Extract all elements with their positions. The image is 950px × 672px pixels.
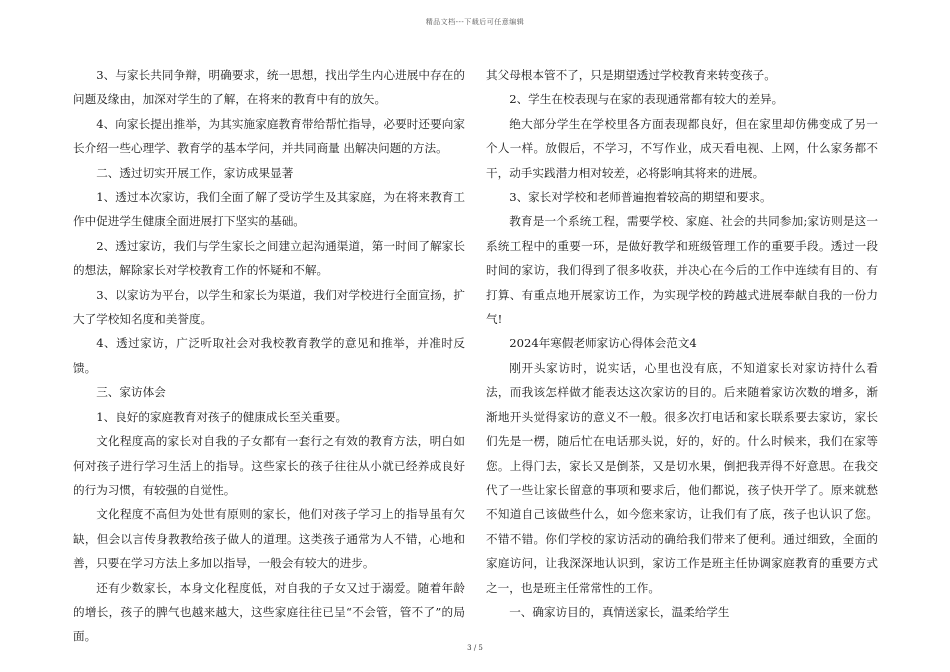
paragraph: 1、透过本次家访，我们全面了解了受访学生及其家庭，为在将来教育工作中促进学生健康全面进展打下坚实的基础。 (73, 190, 465, 229)
left-column (73, 63, 465, 649)
paragraph: 1、良好的家庭教育对孩子的健康成长至关重要。 (96, 409, 348, 424)
paragraph: 4、向家长提出推举，为其实施家庭教育带给帮忙指导，必要时还要向家长介绍一些心理学、教育学的基本学问，并共同商量 出解决问题的方法。 (73, 116, 465, 156)
section-heading: 二、透过切实开展工作，家访成果显著 (96, 165, 294, 180)
paragraph: 2、透过家访，我们与学生家长之间建立起沟通渠道，第一时间了解家长的想法，解除家长对学校教育工作的怀疑和不解。 (73, 238, 465, 278)
paragraph-continuation: 其父母根本管不了，只是期望透过学校教育来转变孩子。 (486, 68, 776, 82)
paragraph: 3、以家访为平台，以学生和家长为渠道，我们对学校进行全面宣扬，扩大了学校知名度和美誉度。 (73, 287, 465, 327)
paragraph: 4、透过家访，广泛听取社会对我校教育教学的意见和推举，并准时反馈。 (73, 336, 465, 375)
paragraph: 2、学生在校表现与在家的表现通常都有较大的差异。 (509, 92, 784, 107)
paragraph: 3、与家长共同争辩，明确要求，统一思想，找出学生内心进展中存在的问题及缘由，加深对学生的了解，在将来的教育中有的放矢。 (73, 68, 465, 107)
right-column (486, 63, 878, 624)
page-header: 精品文档---下载后可任意编辑 (425, 18, 525, 26)
paragraph: 文化程度不高但为处世有原则的家长，他们对孩子学习上的指导虽有欠缺，但会以言传身教教给孩子做人的道理。这类孩子通常为人不错，心地和善，只要在学习方法上多加以指导，一般会有较大的进步。 (73, 507, 465, 571)
paragraph: 刚开头家访时，说实话，心里也没有底，不知道家长对家访持什么看法，而我该怎样做才能表达这次家访的目的。后来随着家访次数的增多，渐渐地开头觉得家访的意义不一般。很多次打电话和家长联系要去家访，家长们先是一楞，随后忙在电话那头说，好的，好的。什么时候来，我们在家等您。上得门去，家长又是倒茶，又是切水果，倒把我弄得不好意思。在我交代了一些让家长留意的事项和要求后，他们都说，孩子快开学了。原来就愁不知道自己该做些什么，如今您来家访，让我们有了底，孩子也认识了您。不错不错。你们学校的家访活动的确给我们带来了便利。通过细致，全面的家庭访问，让我深深地认识到，家访工作是班主任协调家庭教育的重要方式之一，也是班主任常常性的工作。 (486, 360, 878, 595)
paragraph: 文化程度高的家长对自我的子女都有一套行之有效的教育方法，明白如何对孩子进行学习生活上的指导。这些家长的孩子往往从小就已经养成良好的行为习惯，有较强的自觉性。 (73, 434, 465, 497)
paragraph: 3、家长对学校和老师普遍抱着较高的期望和要求。 (509, 190, 772, 205)
paragraph: 还有少数家长，本身文化程度低，对自我的子女又过于溺爱。随着年龄的增长，孩子的脾气也越来越大，这些家庭往往已呈“不会管，管不了”的局面。 (73, 580, 465, 644)
paragraph: 教育是一个系统工程，需要学校、家庭、社会的共同参加;家访则是这一系统工程中的重要一环，是做好教学和班级管理工作的重要手段。透过一段时间的家访，我们得到了很多收获，并决心在今后的工作中连续有目的、有打算、有重点地开展家访工作，为实现学校的跨越式进展奉献自我的一份力气! (486, 214, 878, 327)
section-heading: 三、家访体会 (96, 385, 166, 400)
paragraph: 绝大部分学生在学校里各方面表现都良好，但在家里却仿佛变成了另一个人一样。放假后，不学习，不写作业，成天看电视、上网，什么家务都不干，动手实践潜力相对较差，必将影响其将来的进展。 (486, 116, 878, 180)
page-number: 3 / 5 (467, 644, 483, 652)
section-heading: 一、确家访目的，真情送家长，温柔给学生 (509, 604, 730, 619)
article-title: 2024年寒假老师家访心得体会范文4 (509, 336, 697, 351)
